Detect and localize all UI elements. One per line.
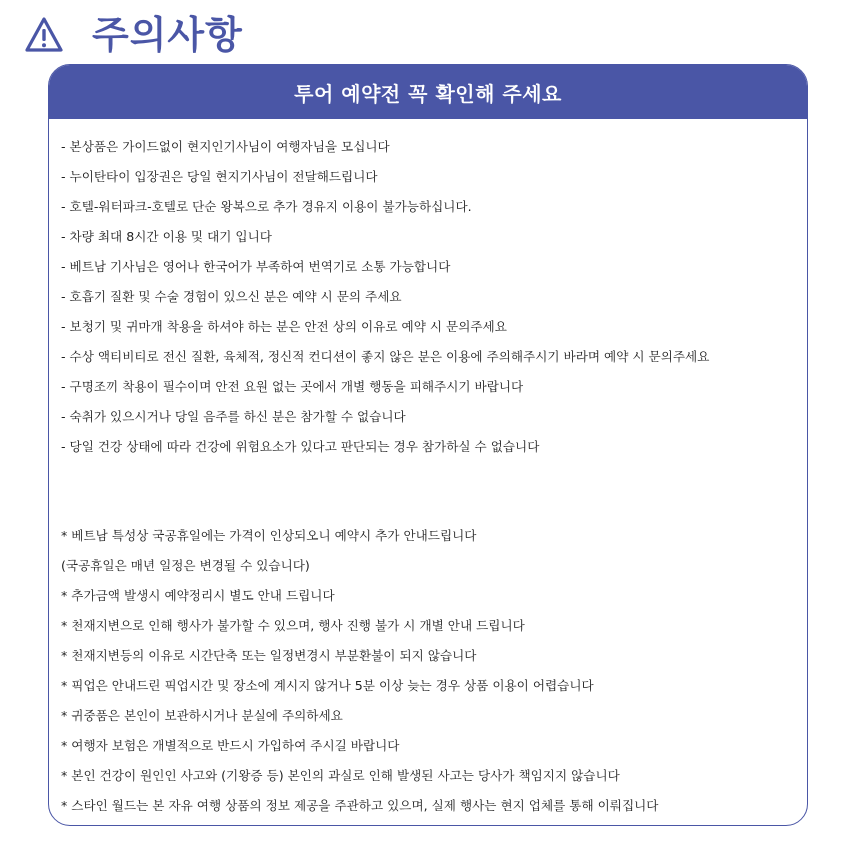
list-item: (국공휴일은 매년 일정은 변경될 수 있습니다)	[61, 558, 310, 573]
list-item: - 구명조끼 착용이 필수이며 안전 요원 없는 곳에서 개별 행동을 피해주시기 바랍니다	[61, 379, 524, 394]
list-item: - 호텔-워터파크-호텔로 단순 왕복으로 추가 경유지 이용이 불가능하십니다.	[61, 199, 472, 214]
list-item: * 여행자 보험은 개별적으로 반드시 가입하여 주시길 바랍니다	[61, 738, 400, 753]
list-item: * 픽업은 안내드린 픽업시간 및 장소에 계시지 않거나 5분 이상 늦는 경우 상품 이용이 어렵습니다	[61, 678, 594, 693]
list-item: * 추가금액 발생시 예약정리시 별도 안내 드립니다	[61, 588, 335, 603]
page-title: 주의사항	[92, 13, 243, 57]
warning-icon	[24, 16, 64, 54]
list-item: - 누이탄타이 입장권은 당일 현지기사님이 전달해드립니다	[61, 169, 378, 184]
list-item: * 베트남 특성상 국공휴일에는 가격이 인상되오니 예약시 추가 안내드립니다	[61, 528, 477, 543]
notice-header-text: 투어 예약전 꼭 확인해 주세요	[294, 81, 562, 106]
list-item: * 천재지변등의 이유로 시간단축 또는 일정변경시 부분환불이 되지 않습니다	[61, 648, 477, 663]
list-item: - 본상품은 가이드없이 현지인기사님이 여행자님을 모십니다	[61, 139, 390, 154]
list-item: * 천재지변으로 인해 행사가 불가할 수 있으며, 행사 진행 불가 시 개별 안내 드립니다	[61, 618, 525, 633]
list-item: * 본인 건강이 원인인 사고와 (기왕증 등) 본인의 과실로 인해 발생된 사고는 당사가 책임지지 않습니다	[61, 768, 620, 783]
list-item: - 베트남 기사님은 영어나 한국어가 부족하여 번역기로 소통 가능합니다	[61, 259, 451, 274]
basic-notice-list	[49, 132, 807, 462]
list-item: - 당일 건강 상태에 따라 건강에 위험요소가 있다고 판단되는 경우 참가하실 수 없습니다	[61, 439, 540, 454]
extra-notice-list	[49, 521, 807, 821]
notice-header	[49, 65, 807, 119]
notice-box	[48, 64, 808, 826]
list-item: * 귀중품은 본인이 보관하시거나 분실에 주의하세요	[61, 708, 343, 723]
list-item: - 호흡기 질환 및 수술 경험이 있으신 분은 예약 시 문의 주세요	[61, 289, 402, 304]
list-item: - 차량 최대 8시간 이용 및 대기 입니다	[61, 229, 272, 244]
title-row	[24, 10, 243, 60]
list-item: - 보청기 및 귀마개 착용을 하셔야 하는 분은 안전 상의 이유로 예약 시 문의주세요	[61, 319, 507, 334]
list-item: - 수상 액티비티로 전신 질환, 육체적, 정신적 컨디션이 좋지 않은 분은 이용에 주의해주시기 바라며 예약 시 문의주세요	[61, 349, 710, 364]
list-item: - 숙취가 있으시거나 당일 음주를 하신 분은 참가할 수 없습니다	[61, 409, 406, 424]
list-item: * 스타인 월드는 본 자유 여행 상품의 정보 제공을 주관하고 있으며, 실제 행사는 현지 업체를 통해 이뤄집니다	[61, 798, 659, 813]
